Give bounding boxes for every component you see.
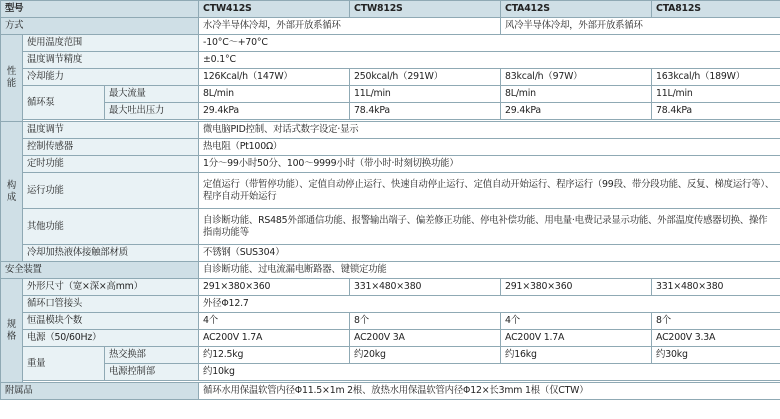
other-functions-label: 其他功能	[23, 209, 199, 245]
temp-accuracy-label: 温度调节精度	[23, 52, 199, 69]
weight-label: 重量	[23, 347, 105, 381]
temp-control-label: 温度调节	[23, 122, 199, 139]
timer-value: 1分～99小时50分、100～9999小时（带小时·时刻切换功能）	[199, 156, 780, 173]
power-control-weight-row	[1, 364, 780, 381]
temp-accuracy-row	[1, 52, 780, 69]
dimensions-label: 外形尺寸（宽×深×高mm）	[23, 279, 199, 296]
operation-label: 运行功能	[23, 173, 199, 209]
method-row	[1, 18, 780, 35]
power-control-weight-value: 约10kg	[199, 364, 780, 381]
accessories-label: 附属品	[1, 383, 199, 400]
heat-exchange-weight-row	[1, 347, 780, 364]
timer-row	[1, 156, 780, 173]
cooling-row	[1, 69, 780, 86]
performance-group-label: 性 能	[1, 35, 23, 122]
cooling-value: 83kcal/h（97W）	[501, 69, 652, 86]
max-flow-value: 11L/min	[652, 86, 780, 103]
heat-exchange-weight-value: 约16kg	[501, 347, 652, 364]
max-pressure-value: 29.4kPa	[501, 103, 652, 120]
temp-range-value: -10°C～+70°C	[199, 35, 780, 52]
model-name: CTA812S	[652, 1, 780, 18]
method-water-value: 水冷半导体冷却，外部开放系循环	[199, 18, 501, 35]
modules-row	[1, 313, 780, 330]
accessories-row	[1, 383, 780, 400]
power-value: AC200V 1.7A	[199, 330, 350, 347]
pump-label: 循环泵	[23, 86, 105, 120]
other-functions-value: 自诊断功能、RS485外部通信功能、报警输出端子、偏差修正功能、停电补偿功能、用电量·电费记录显示功能、外部温度传感器切换、操作指南功能等	[199, 209, 780, 245]
sensor-label: 控制传感器	[23, 139, 199, 156]
operation-row	[1, 173, 780, 209]
safety-value: 自诊断功能、过电流漏电断路器、键锁定功能	[199, 262, 780, 279]
modules-value: 8个	[350, 313, 501, 330]
accessories-value: 循环水用保温软管内径Φ11.5×1m 2根、放热水用保温软管内径Φ12×长3mm 1根（仅CTW）	[199, 383, 780, 400]
operation-value: 定值运行（带暂停功能）、定值自动停止运行、快速自动停止运行、定值自动开始运行、程序运行（99段、带分段功能、反复、梯度运行等）、程序自动开始运行	[199, 173, 780, 209]
modules-label: 恒温模块个数	[23, 313, 199, 330]
max-flow-value: 8L/min	[199, 86, 350, 103]
safety-label: 安全装置	[1, 262, 199, 279]
modules-value: 4个	[501, 313, 652, 330]
material-row	[1, 245, 780, 262]
max-flow-label: 最大流量	[105, 86, 199, 103]
power-control-label: 电源控制部	[105, 364, 199, 381]
temp-control-row	[1, 122, 780, 139]
model-name: CTW412S	[199, 1, 350, 18]
power-value: AC200V 3.3A	[652, 330, 780, 347]
other-functions-row	[1, 209, 780, 245]
model-header-label: 型号	[1, 1, 199, 18]
modules-value: 8个	[652, 313, 780, 330]
material-label: 冷却加热液体接触部材质	[23, 245, 199, 262]
modules-value: 4个	[199, 313, 350, 330]
method-label: 方式	[1, 18, 199, 35]
timer-label: 定时功能	[23, 156, 199, 173]
heat-exchange-weight-value: 约12.5kg	[199, 347, 350, 364]
temp-range-label: 使用温度范围	[23, 35, 199, 52]
port-label: 循环口管接头	[23, 296, 199, 313]
safety-row	[1, 262, 780, 279]
specs-group-label: 规 格	[1, 279, 23, 383]
model-name: CTA412S	[501, 1, 652, 18]
port-value: 外径Φ12.7	[199, 296, 780, 313]
material-value: 不锈钢（SUS304）	[199, 245, 780, 262]
method-air-value: 风冷半导体冷却，外部开放系循环	[501, 18, 780, 35]
heat-exchange-weight-value: 约30kg	[652, 347, 780, 364]
sensor-value: 热电阻（Pt100Ω）	[199, 139, 780, 156]
temp-control-value: 微电脑PID控制、对话式数字设定·显示	[199, 122, 780, 139]
dimensions-value: 291×380×360	[501, 279, 652, 296]
cooling-value: 250kcal/h（291W）	[350, 69, 501, 86]
temp-accuracy-value: ±0.1°C	[199, 52, 780, 69]
port-row	[1, 296, 780, 313]
power-label: 电源（50/60Hz）	[23, 330, 199, 347]
power-row	[1, 330, 780, 347]
dimensions-row	[1, 279, 780, 296]
heat-exchange-weight-value: 约20kg	[350, 347, 501, 364]
dimensions-value: 291×380×360	[199, 279, 350, 296]
temp-range-row	[1, 35, 780, 52]
max-pressure-value: 78.4kPa	[652, 103, 780, 120]
sensor-row	[1, 139, 780, 156]
max-flow-row	[1, 86, 780, 103]
dimensions-value: 331×480×380	[652, 279, 780, 296]
max-pressure-row	[1, 103, 780, 120]
max-flow-value: 11L/min	[350, 86, 501, 103]
max-pressure-value: 78.4kPa	[350, 103, 501, 120]
construction-group-label: 构 成	[1, 122, 23, 262]
max-flow-value: 8L/min	[501, 86, 652, 103]
cooling-value: 163kcal/h（189W）	[652, 69, 780, 86]
cooling-label: 冷却能力	[23, 69, 199, 86]
max-pressure-value: 29.4kPa	[199, 103, 350, 120]
heat-exchange-label: 热交换部	[105, 347, 199, 364]
model-name: CTW812S	[350, 1, 501, 18]
dimensions-value: 331×480×380	[350, 279, 501, 296]
power-value: AC200V 3A	[350, 330, 501, 347]
cooling-value: 126Kcal/h（147W）	[199, 69, 350, 86]
power-value: AC200V 1.7A	[501, 330, 652, 347]
max-pressure-label: 最大吐出压力	[105, 103, 199, 120]
header-row	[1, 1, 780, 18]
